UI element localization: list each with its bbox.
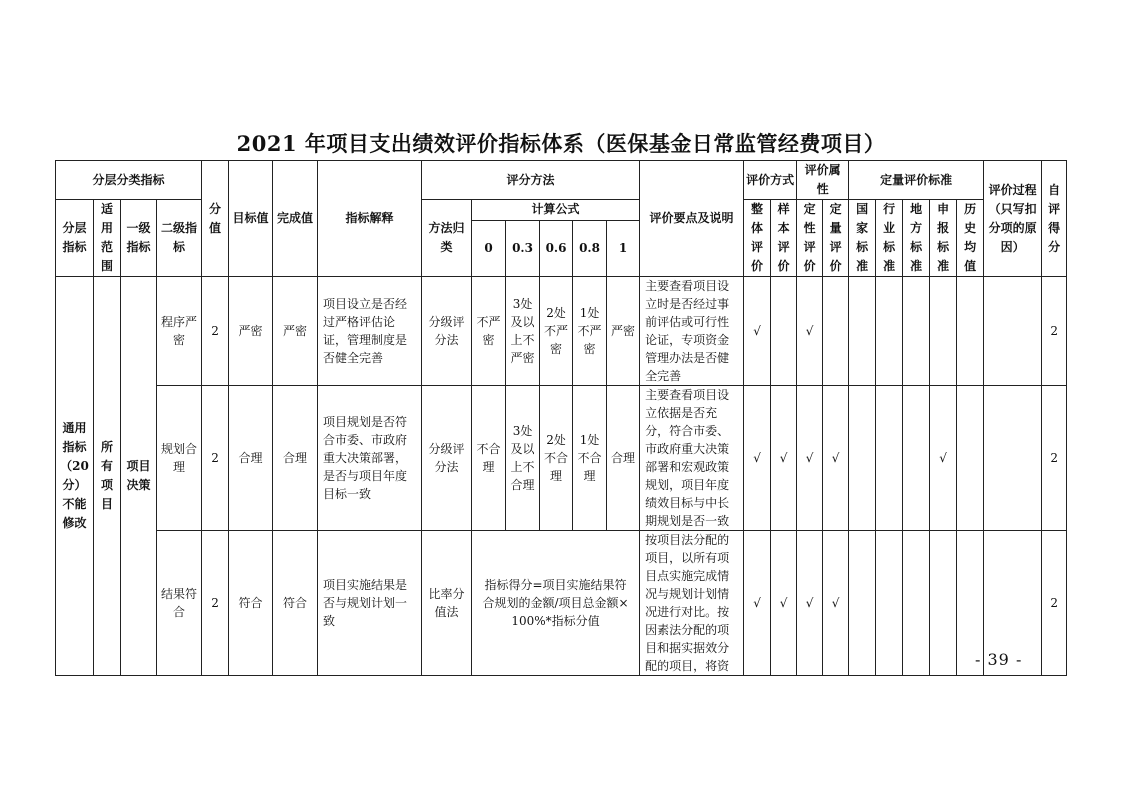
- qualitative-mark: √: [797, 531, 823, 676]
- local-mark: [903, 277, 930, 386]
- eval-points-cell: 主要查看项目设立依据是否充分，符合市委、市政府重大决策部署和宏观政策规划，项目年度绩效目标与中长期规划是否一致: [640, 386, 744, 531]
- overall-mark: √: [744, 531, 771, 676]
- f1-header: 1: [607, 220, 640, 276]
- target-value-header: 目标值: [229, 161, 273, 277]
- layered-indicators-header: 分层分类指标: [56, 161, 202, 200]
- quantitative-eval-header: 定量评价: [823, 200, 849, 277]
- overall-mark: √: [744, 386, 771, 531]
- local-mark: [903, 386, 930, 531]
- quantitative-mark: [823, 277, 849, 386]
- level-indicator-cell: 通用指标（20分）不能修改: [56, 277, 94, 676]
- level1-header: 一级指标: [121, 200, 157, 277]
- eval-points-cell: 主要查看项目设立时是否经过事前评估或可行性论证，专项资金管理办法是否健全完善: [640, 277, 744, 386]
- history-mark: [957, 277, 984, 386]
- sample-eval-header: 样本评价: [771, 200, 797, 277]
- self-score-cell: 2: [1042, 386, 1067, 531]
- f03-cell: 3处及以上不严密: [506, 277, 540, 386]
- table-row: [56, 386, 1067, 531]
- eval-process-cell: [984, 277, 1042, 386]
- method-cell: 比率分值法: [422, 531, 472, 676]
- scoring-method-header: 评分方法: [422, 161, 640, 200]
- f1-cell: 合理: [607, 386, 640, 531]
- qualitative-mark: √: [797, 386, 823, 531]
- completion-value-header: 完成值: [273, 161, 318, 277]
- national-mark: [849, 531, 876, 676]
- national-mark: [849, 277, 876, 386]
- document-title: 2021 年项目支出绩效评价指标体系（医保基金日常监管经费项目）: [236, 131, 886, 156]
- explanation-cell: 项目规划是否符合市委、市政府重大决策部署，是否与项目年度目标一致: [318, 386, 422, 531]
- completion-cell: 严密: [273, 277, 318, 386]
- calc-formula-header: 计算公式: [472, 200, 640, 221]
- quantitative-mark: √: [823, 386, 849, 531]
- target-cell: 合理: [229, 386, 273, 531]
- f0-cell: 不合理: [472, 386, 506, 531]
- industry-std-header: 行业标准: [876, 200, 903, 277]
- page-number: - 39 -: [975, 650, 1023, 669]
- eval-points-header: 评价要点及说明: [640, 161, 744, 277]
- quant-std-header: 定量评价标准: [849, 161, 984, 200]
- method-type-header: 方法归类: [422, 200, 472, 277]
- eval-process-header: 评价过程（只写扣分项的原因）: [984, 161, 1042, 277]
- explanation-header: 指标解释: [318, 161, 422, 277]
- qualitative-eval-header: 定性评价: [797, 200, 823, 277]
- declared-mark: √: [930, 386, 957, 531]
- local-std-header: 地方标准: [903, 200, 930, 277]
- score-header: 分值: [202, 161, 229, 277]
- sample-mark: √: [771, 531, 797, 676]
- f0-header: 0: [472, 220, 506, 276]
- self-score-cell: 2: [1042, 277, 1067, 386]
- completion-cell: 合理: [273, 386, 318, 531]
- header-row-1: [56, 161, 1067, 200]
- f03-header: 0.3: [506, 220, 540, 276]
- national-std-header: 国家标准: [849, 200, 876, 277]
- declared-mark: [930, 531, 957, 676]
- target-cell: 符合: [229, 531, 273, 676]
- self-score-cell: 2: [1042, 531, 1067, 676]
- score-cell: 2: [202, 277, 229, 386]
- sample-mark: √: [771, 386, 797, 531]
- level2-cell: 结果符合: [157, 531, 202, 676]
- score-cell: 2: [202, 386, 229, 531]
- f03-cell: 3处及以上不合理: [506, 386, 540, 531]
- eval-mode-header: 评价方式: [744, 161, 797, 200]
- f08-cell: 1处不严密: [573, 277, 607, 386]
- declared-std-header: 申报标准: [930, 200, 957, 277]
- level-indicator-header: 分层指标: [56, 200, 94, 277]
- f06-header: 0.6: [540, 220, 573, 276]
- indicator-table: [55, 160, 1067, 676]
- method-cell: 分级评分法: [422, 386, 472, 531]
- industry-mark: [876, 386, 903, 531]
- table-row: [56, 531, 1067, 676]
- level1-cell: 项目决策: [121, 277, 157, 676]
- history-mark: [957, 386, 984, 531]
- self-score-header: 自评得分: [1042, 161, 1067, 277]
- completion-cell: 符合: [273, 531, 318, 676]
- eval-points-cell: 按项目法分配的项目，以所有项目点实施完成情况与规划计划情况进行对比。按因素法分配的项目和据实据效分配的项目，将资: [640, 531, 744, 676]
- local-mark: [903, 531, 930, 676]
- target-cell: 严密: [229, 277, 273, 386]
- scope-cell: 所有项目: [94, 277, 121, 676]
- explanation-cell: 项目实施结果是否与规划计划一致: [318, 531, 422, 676]
- f1-cell: 严密: [607, 277, 640, 386]
- f06-cell: 2处不严密: [540, 277, 573, 386]
- score-cell: 2: [202, 531, 229, 676]
- explanation-cell: 项目设立是否经过严格评估论证，管理制度是否健全完善: [318, 277, 422, 386]
- f06-cell: 2处不合理: [540, 386, 573, 531]
- declared-mark: [930, 277, 957, 386]
- eval-attr-header: 评价属性: [797, 161, 849, 200]
- quantitative-mark: √: [823, 531, 849, 676]
- method-cell: 分级评分法: [422, 277, 472, 386]
- level2-cell: 规划合理: [157, 386, 202, 531]
- f08-header: 0.8: [573, 220, 607, 276]
- sample-mark: [771, 277, 797, 386]
- qualitative-mark: √: [797, 277, 823, 386]
- level2-cell: 程序严密: [157, 277, 202, 386]
- industry-mark: [876, 277, 903, 386]
- overall-eval-header: 整体评价: [744, 200, 771, 277]
- f08-cell: 1处不合理: [573, 386, 607, 531]
- formula-cell: 指标得分=项目实施结果符合规划的金额/项目总金额×100%*指标分值: [472, 531, 640, 676]
- applicable-scope-header: 适用范围: [94, 200, 121, 277]
- industry-mark: [876, 531, 903, 676]
- overall-mark: √: [744, 277, 771, 386]
- f0-cell: 不严密: [472, 277, 506, 386]
- table-row: [56, 277, 1067, 386]
- national-mark: [849, 386, 876, 531]
- eval-process-cell: [984, 386, 1042, 531]
- historical-avg-header: 历史均值: [957, 200, 984, 277]
- level2-header: 二级指标: [157, 200, 202, 277]
